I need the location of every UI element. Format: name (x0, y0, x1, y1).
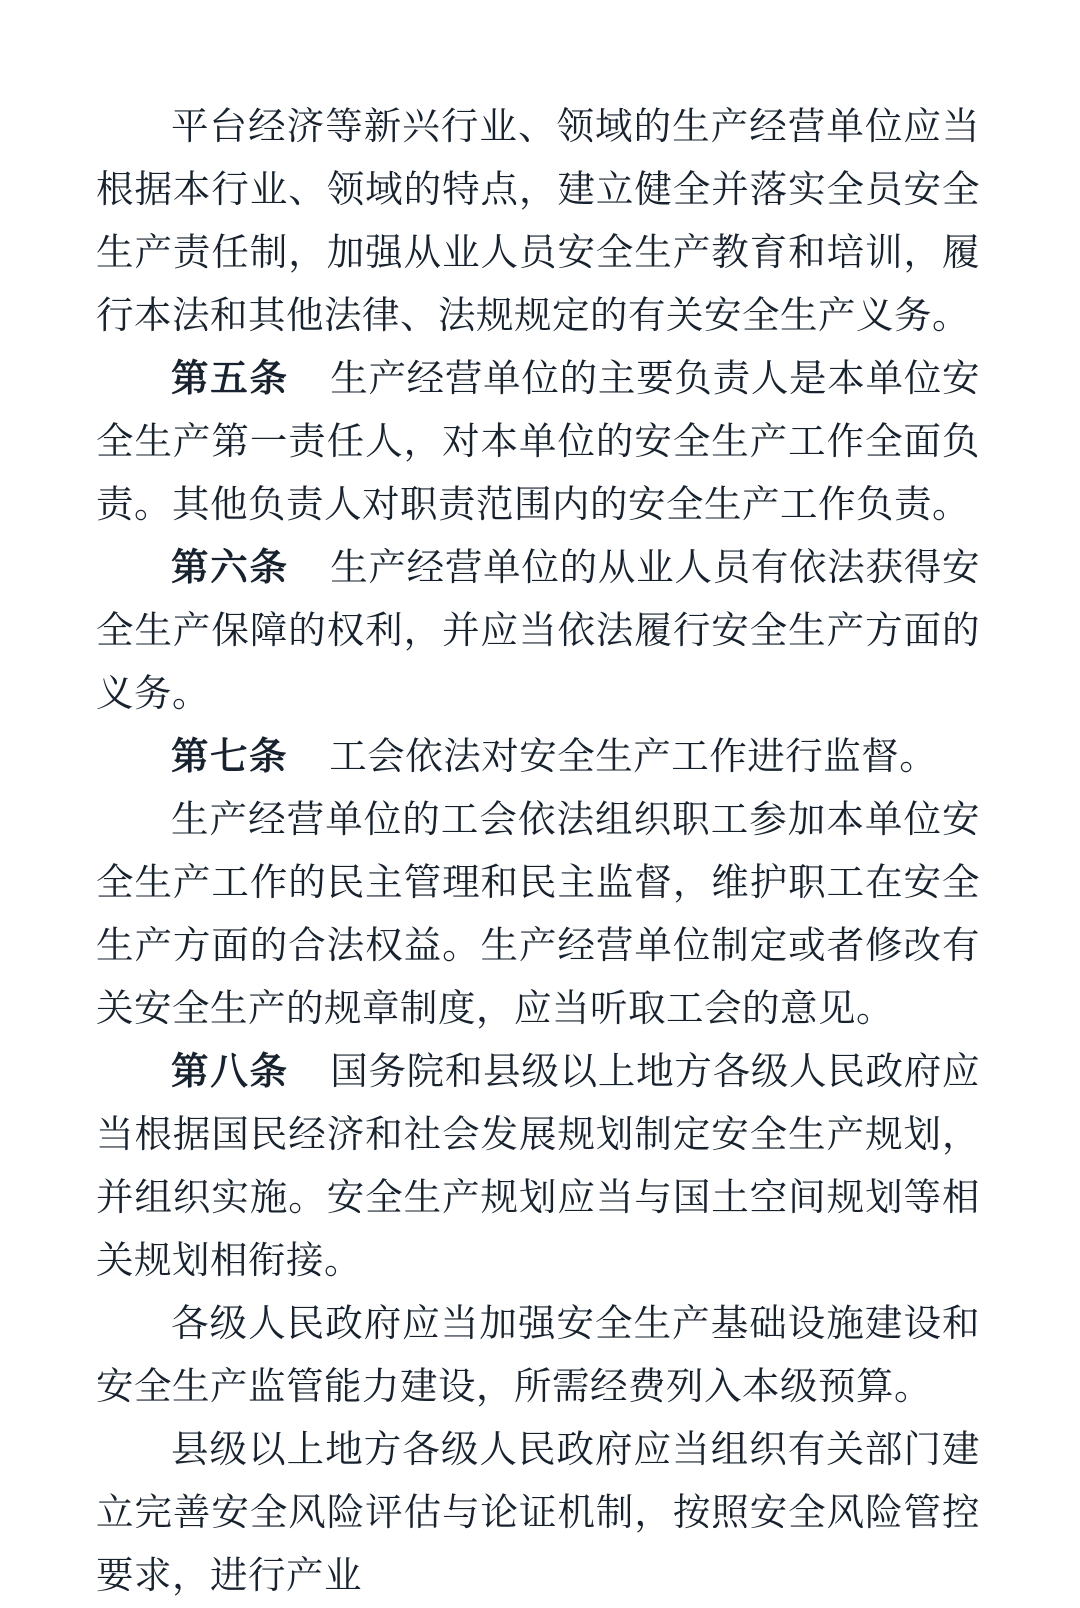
paragraph-text: 生产经营单位的工会依法组织职工参加本单位安全生产工作的民主管理和民主监督，维护职工在安全生产方面的合法权益。生产经营单位制定或者修改有关安全生产的规章制度，应当听取工会的意见。 (96, 800, 980, 1030)
article-label-5: 第五条 (171, 359, 289, 400)
paragraph-risk-assessment (96, 1419, 980, 1608)
paragraph-article-7 (96, 726, 980, 789)
paragraph-text: 生产经营单位的主要负责人是本单位安全生产第一责任人，对本单位的安全生产工作全面负责。其他负责人对职责范围内的安全生产工作负责。 (96, 359, 981, 526)
paragraph-text: 各级人民政府应当加强安全生产基础设施建设和安全生产监管能力建设，所需经费列入本级预算。 (96, 1304, 980, 1408)
paragraph-article-8 (96, 1041, 980, 1293)
paragraph-article-6 (96, 537, 980, 726)
paragraph-article-5 (96, 348, 980, 537)
paragraph-text: 县级以上地方各级人民政府应当组织有关部门建立完善安全风险评估与论证机制，按照安全风险管控要求，进行产业 (96, 1430, 980, 1597)
paragraph-text: 生产经营单位的从业人员有依法获得安全生产保障的权利，并应当依法履行安全生产方面的义务。 (96, 548, 981, 715)
paragraph-platform-economy (96, 96, 980, 348)
article-label-8: 第八条 (171, 1052, 289, 1093)
paragraph-union-democracy (96, 789, 980, 1041)
paragraph-text: 平台经济等新兴行业、领域的生产经营单位应当根据本行业、领域的特点，建立健全并落实全员安全生产责任制，加强从业人员安全生产教育和培训，履行本法和其他法律、法规规定的有关安全生产义务。 (96, 107, 980, 337)
article-label-6: 第六条 (171, 548, 289, 589)
paragraph-text: 工会依法对安全生产工作进行监督。 (329, 737, 938, 778)
paragraph-government-funding (96, 1293, 980, 1419)
article-label-7: 第七条 (171, 737, 288, 778)
paragraph-text: 国务院和县级以上地方各级人民政府应当根据国民经济和社会发展规划制定安全生产规划，并组织实施。安全生产规划应当与国土空间规划等相关规划相衔接。 (96, 1052, 981, 1282)
document-body (96, 96, 980, 1608)
